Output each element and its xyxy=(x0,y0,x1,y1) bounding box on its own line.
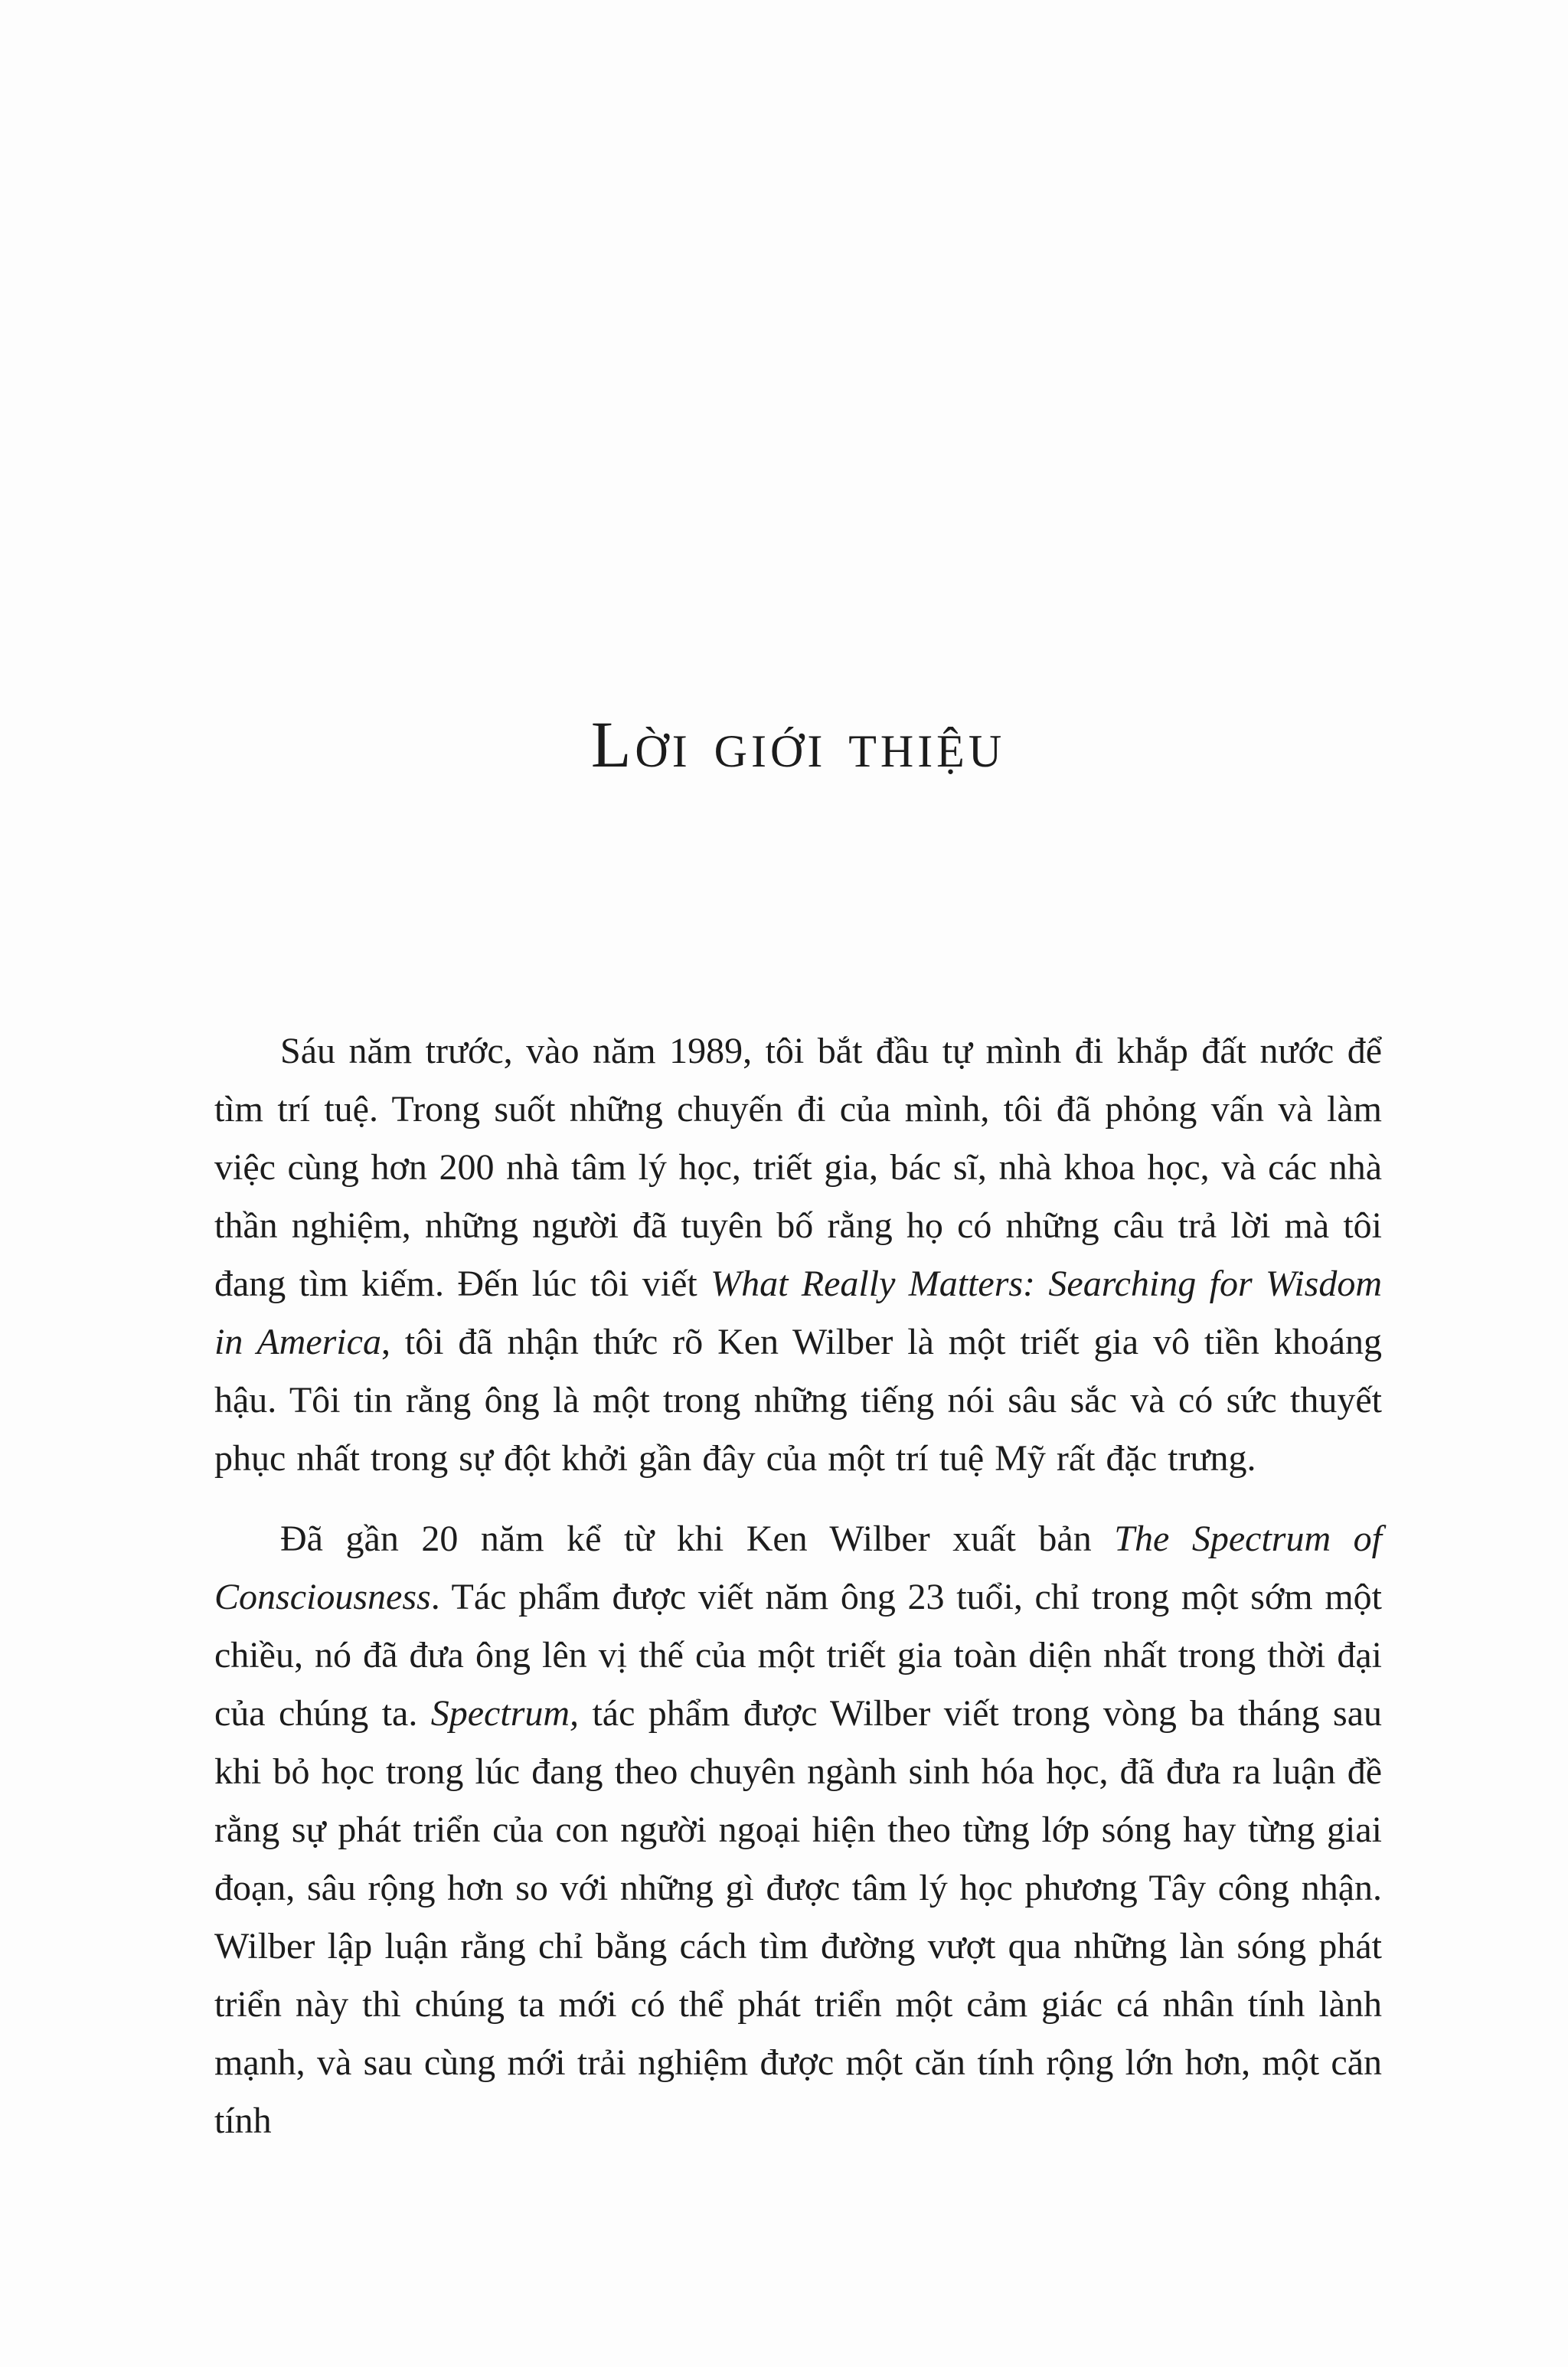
paragraph xyxy=(214,1510,1382,2150)
text-segment: Đã gần 20 năm kể từ khi Ken Wilber xuất bản xyxy=(280,1519,1115,1559)
italic-segment: What Really Matters: Searching for Wisdom in America xyxy=(214,1264,1383,1362)
italic-segment: The Spectrum of Consciousness xyxy=(214,1519,1383,1617)
italic-segment: Spectrum, xyxy=(430,1693,580,1734)
text-segment: , tôi đã nhận thức rõ Ken Wilber là một triết gia vô tiền khoáng hậu. Tôi tin rằng ông là một trong những tiếng nói sâu sắc và có sức thuyết phục nhất trong sự đột khởi gần đây của một trí tuệ Mỹ rất đặc trưng. xyxy=(214,1322,1382,1479)
text-segment: . Tác phẩm được viết năm ông 23 tuổi, chỉ trong một sớm một chiều, nó đã đưa ông lên vị thế của một triết gia toàn diện nhất trong thời đại của chúng ta. xyxy=(214,1577,1382,1734)
chapter-body xyxy=(214,1022,1382,2150)
text-segment: Sáu năm trước, vào năm 1989, tôi bắt đầu tự mình đi khắp đất nước để tìm trí tuệ. Trong suốt những chuyến đi của mình, tôi đã phỏng vấn và làm việc cùng hơn 200 nhà tâm lý học, triết gia, bác sĩ, nhà khoa học, và các nhà thần nghiệm, những người đã tuyên bố rằng họ có những câu trả lời mà tôi đang tìm kiếm. Đến lúc tôi viết xyxy=(214,1031,1382,1304)
chapter-title: LỜI GIỚI THIỆU xyxy=(590,708,1006,781)
text-segment: tác phẩm được Wilber viết trong vòng ba tháng sau khi bỏ học trong lúc đang theo chuyên ngành sinh hóa học, đã đưa ra luận đề rằng sự phát triển của con người ngoại hiện theo từng lớp sóng hay từng giai đoạn, sâu rộng hơn so với những gì được tâm lý học phương Tây công nhận. Wilber lập luận rằng chỉ bằng cách tìm đường vượt qua những làn sóng phát triển này thì chúng ta mới có thể phát triển một cảm giác cá nhân tính lành mạnh, và sau cùng mới trải nghiệm được một căn tính rộng lớn hơn, một căn tính xyxy=(214,1693,1382,2141)
paragraph xyxy=(214,1022,1382,1488)
